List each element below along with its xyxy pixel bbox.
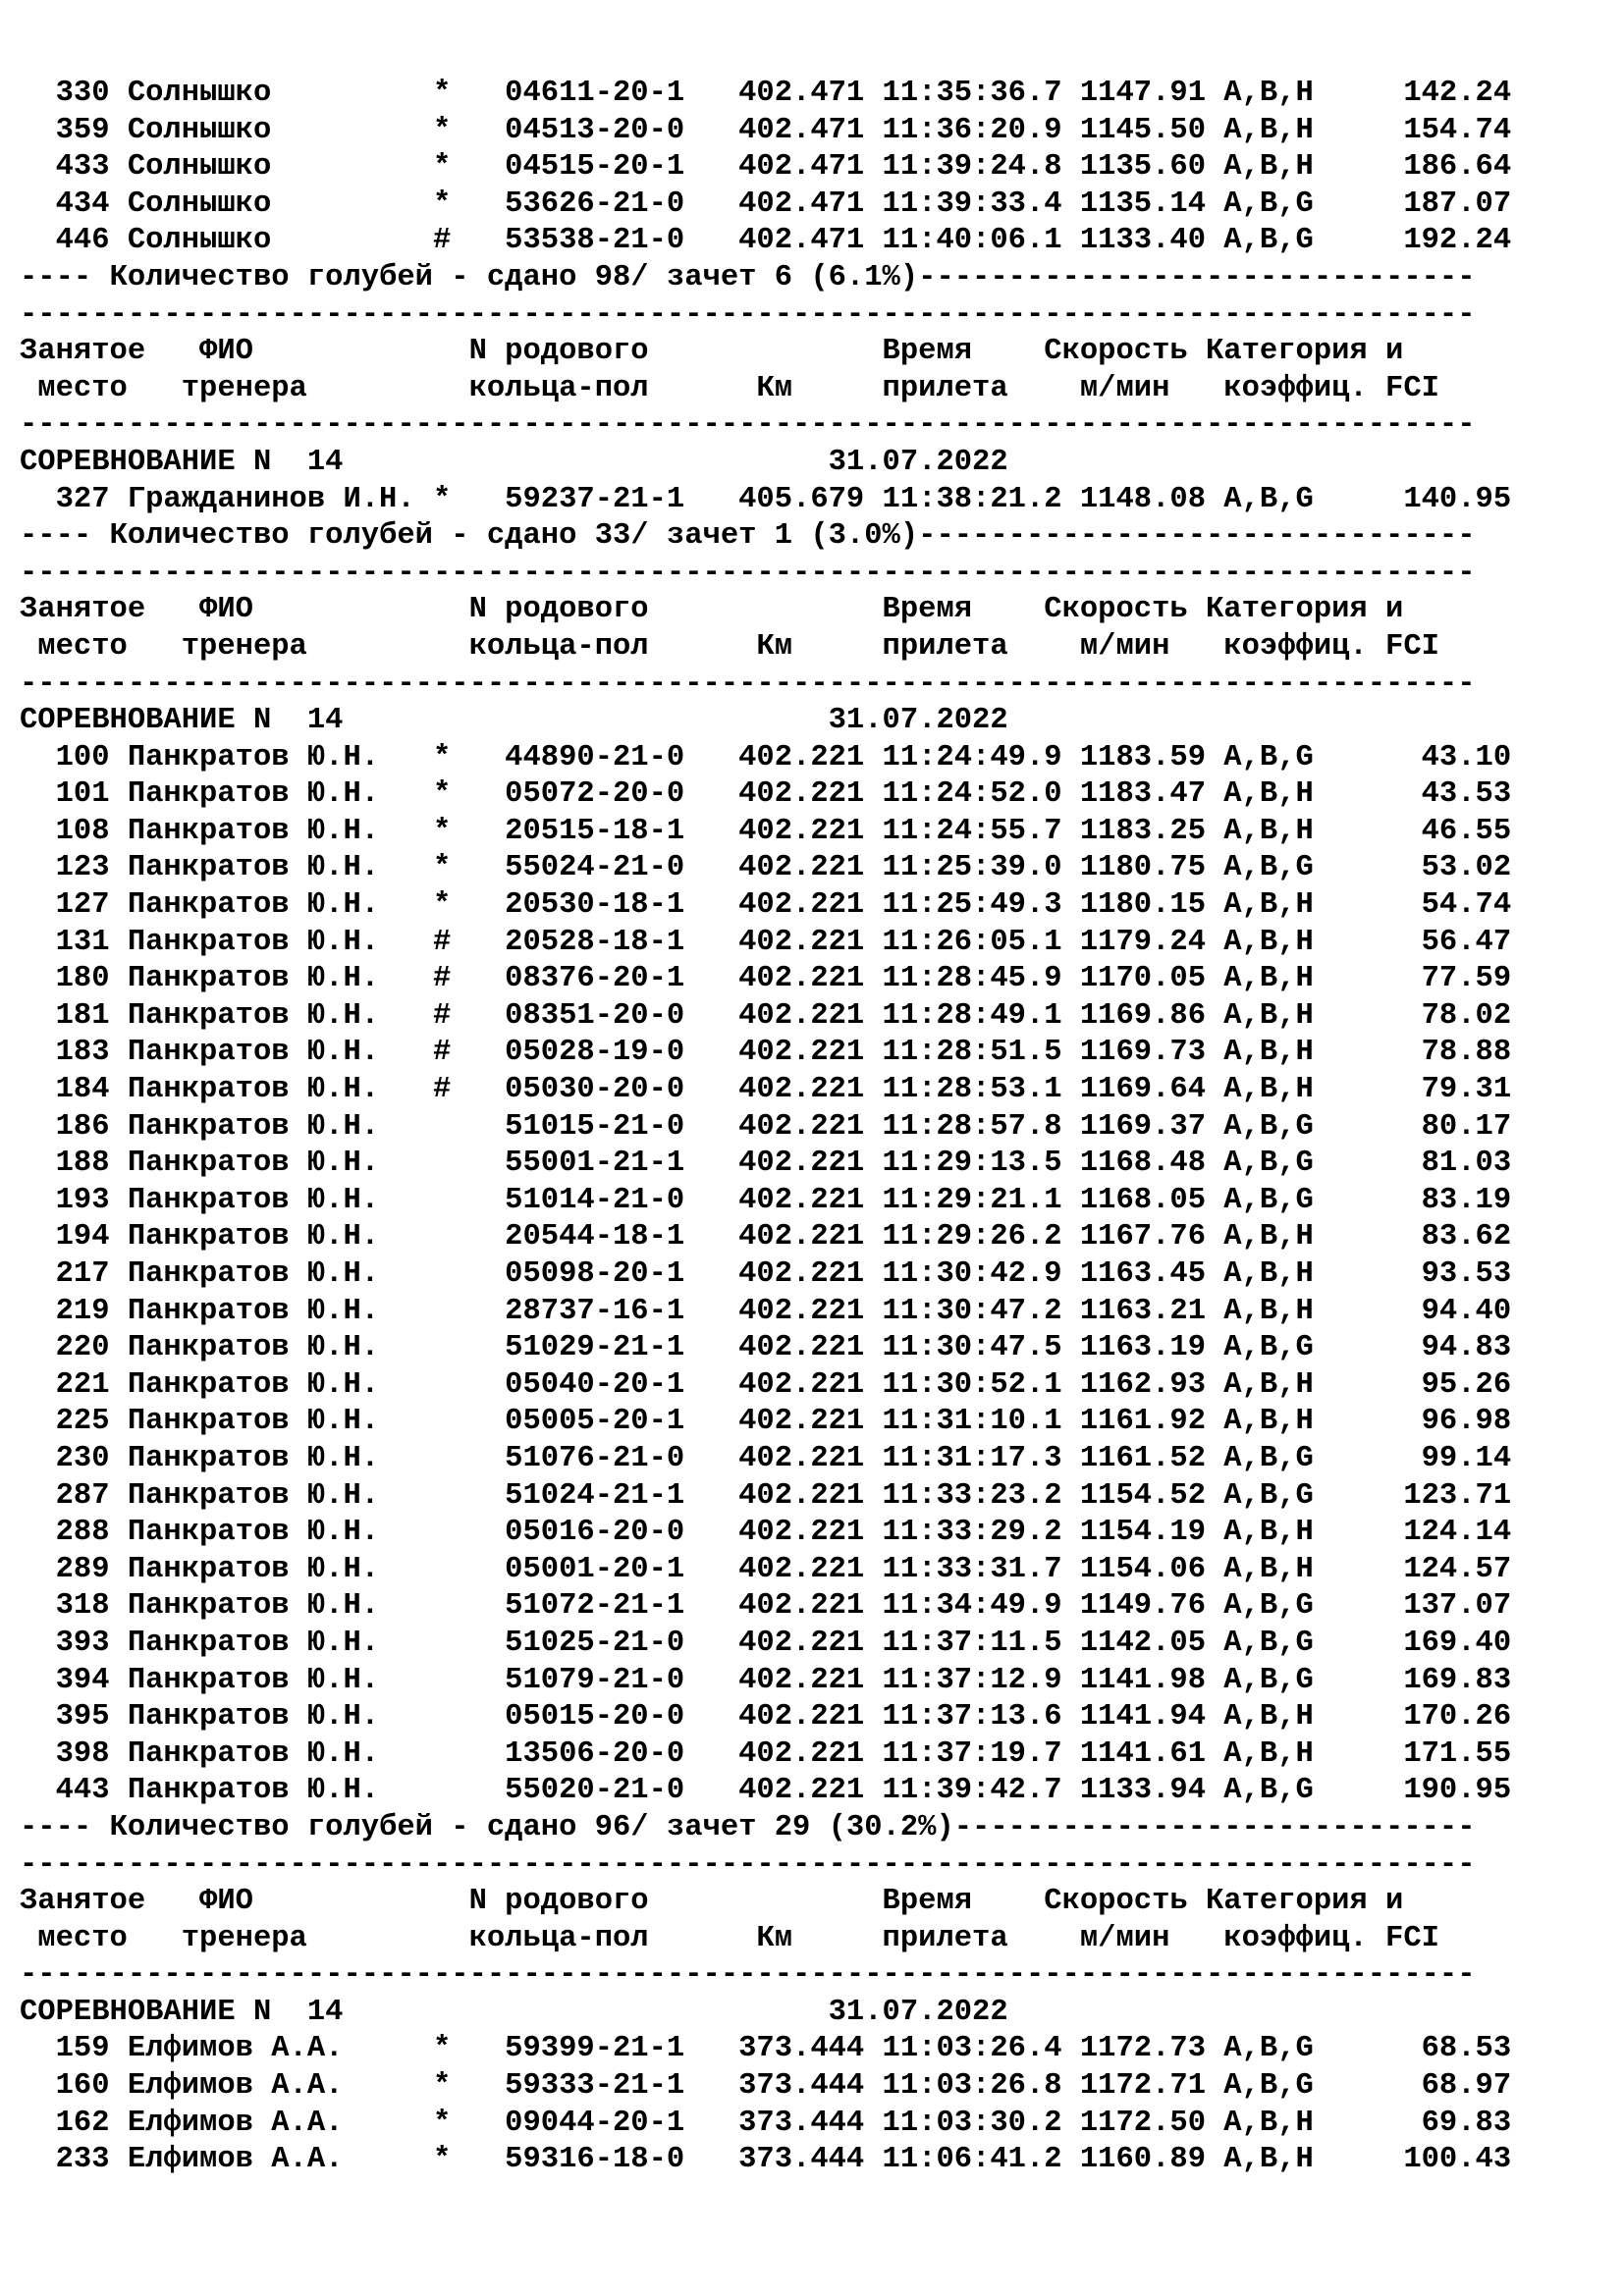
- result-row: 225 Панкратов Ю.Н. 05005-20-1 402.221 11:31:10.1 1161.92 A,B,H 96.98: [20, 1405, 1512, 1439]
- result-row: 186 Панкратов Ю.Н. 51015-21-0 402.221 11:28:57.8 1169.37 A,B,G 80.17: [20, 1109, 1512, 1144]
- result-row: 100 Панкратов Ю.Н. * 44890-21-0 402.221 11:24:49.9 1183.59 A,B,G 43.10: [20, 740, 1512, 774]
- result-row: 162 Елфимов А.А. * 09044-20-1 373.444 11:03:30.2 1172.50 A,B,H 69.83: [20, 2106, 1512, 2140]
- result-row: 287 Панкратов Ю.Н. 51024-21-1 402.221 11:33:23.2 1154.52 A,B,G 123.71: [20, 1478, 1512, 1513]
- race-results-printout: [20, 76, 1511, 2179]
- result-row: 188 Панкратов Ю.Н. 55001-21-1 402.221 11:29:13.5 1168.48 A,B,G 81.03: [20, 1147, 1512, 1181]
- result-row: 181 Панкратов Ю.Н. # 08351-20-0 402.221 11:28:49.1 1169.86 A,B,H 78.02: [20, 998, 1512, 1033]
- result-row: 184 Панкратов Ю.Н. # 05030-20-0 402.221 11:28:53.1 1169.64 A,B,H 79.31: [20, 1073, 1512, 1107]
- result-row: 108 Панкратов Ю.Н. * 20515-18-1 402.221 11:24:55.7 1183.25 A,B,H 46.55: [20, 814, 1512, 848]
- competition-header: СОРЕВНОВАНИЕ N 14 31.07.2022: [20, 1995, 1008, 2029]
- result-row: 288 Панкратов Ю.Н. 05016-20-0 402.221 11:33:29.2 1154.19 A,B,H 124.14: [20, 1516, 1512, 1550]
- result-row: 101 Панкратов Ю.Н. * 05072-20-0 402.221 11:24:52.0 1183.47 A,B,H 43.53: [20, 777, 1512, 812]
- result-row: 443 Панкратов Ю.Н. 55020-21-0 402.221 11:39:42.7 1133.94 A,B,G 190.95: [20, 1774, 1512, 1808]
- separator-line: ---------------------------------------------------------------------------------: [20, 1847, 1476, 1882]
- result-row: 433 Солнышко * 04515-20-1 402.471 11:39:24.8 1135.60 A,B,H 186.64: [20, 150, 1512, 185]
- result-row: 434 Солнышко * 53626-21-0 402.471 11:39:33.4 1135.14 A,B,G 187.07: [20, 187, 1512, 221]
- result-row: 219 Панкратов Ю.Н. 28737-16-1 402.221 11:30:47.2 1163.21 A,B,H 94.40: [20, 1294, 1512, 1328]
- result-row: 393 Панкратов Ю.Н. 51025-21-0 402.221 11:37:11.5 1142.05 A,B,G 169.40: [20, 1626, 1512, 1660]
- result-row: 123 Панкратов Ю.Н. * 55024-21-0 402.221 11:25:39.0 1180.75 A,B,G 53.02: [20, 851, 1512, 885]
- result-row: 289 Панкратов Ю.Н. 05001-20-1 402.221 11:33:31.7 1154.06 A,B,H 124.57: [20, 1552, 1512, 1586]
- result-row: 221 Панкратов Ю.Н. 05040-20-1 402.221 11:30:52.1 1162.93 A,B,H 95.26: [20, 1367, 1512, 1402]
- summary-line: ---- Количество голубей - сдано 33/ зачет 1 (3.0%)-------------------------------: [20, 519, 1476, 554]
- separator-line: ---------------------------------------------------------------------------------: [20, 297, 1476, 332]
- column-header: место тренера кольца-пол Км прилета м/мин коэффиц. FCI: [20, 629, 1439, 664]
- result-row: 193 Панкратов Ю.Н. 51014-21-0 402.221 11:29:21.1 1168.05 A,B,G 83.19: [20, 1183, 1512, 1217]
- result-row: 217 Панкратов Ю.Н. 05098-20-1 402.221 11:30:42.9 1163.45 A,B,H 93.53: [20, 1257, 1512, 1291]
- result-row: 127 Панкратов Ю.Н. * 20530-18-1 402.221 11:25:49.3 1180.15 A,B,H 54.74: [20, 888, 1512, 923]
- column-header: место тренера кольца-пол Км прилета м/мин коэффиц. FCI: [20, 1921, 1439, 1955]
- column-header: место тренера кольца-пол Км прилета м/мин коэффиц. FCI: [20, 371, 1439, 405]
- separator-line: ---------------------------------------------------------------------------------: [20, 556, 1476, 590]
- result-row: 233 Елфимов А.А. * 59316-18-0 373.444 11:06:41.2 1160.89 A,B,H 100.43: [20, 2143, 1512, 2177]
- result-row: 194 Панкратов Ю.Н. 20544-18-1 402.221 11:29:26.2 1167.76 A,B,H 83.62: [20, 1220, 1512, 1255]
- result-row: 220 Панкратов Ю.Н. 51029-21-1 402.221 11:30:47.5 1163.19 A,B,G 94.83: [20, 1331, 1512, 1365]
- result-row: 159 Елфимов А.А. * 59399-21-1 373.444 11:03:26.4 1172.73 A,B,G 68.53: [20, 2032, 1512, 2066]
- result-row: 318 Панкратов Ю.Н. 51072-21-1 402.221 11:34:49.9 1149.76 A,B,G 137.07: [20, 1589, 1512, 1624]
- column-header: Занятое ФИО N родового Время Скорость Категория и: [20, 593, 1404, 627]
- summary-line: ---- Количество голубей - сдано 96/ зачет 29 (30.2%)-----------------------------: [20, 1810, 1476, 1844]
- competition-header: СОРЕВНОВАНИЕ N 14 31.07.2022: [20, 445, 1008, 479]
- competition-header: СОРЕВНОВАНИЕ N 14 31.07.2022: [20, 704, 1008, 738]
- result-row: 180 Панкратов Ю.Н. # 08376-20-1 402.221 11:28:45.9 1170.05 A,B,H 77.59: [20, 962, 1512, 996]
- column-header: Занятое ФИО N родового Время Скорость Категория и: [20, 1885, 1404, 1919]
- result-row: 359 Солнышко * 04513-20-0 402.471 11:36:20.9 1145.50 A,B,H 154.74: [20, 113, 1512, 147]
- result-row: 398 Панкратов Ю.Н. 13506-20-0 402.221 11:37:19.7 1141.61 A,B,H 171.55: [20, 1736, 1512, 1771]
- result-row: 394 Панкратов Ю.Н. 51079-21-0 402.221 11:37:12.9 1141.98 A,B,G 169.83: [20, 1663, 1512, 1697]
- separator-line: ---------------------------------------------------------------------------------: [20, 667, 1476, 701]
- result-row: 395 Панкратов Ю.Н. 05015-20-0 402.221 11:37:13.6 1141.94 A,B,H 170.26: [20, 1700, 1512, 1735]
- summary-line: ---- Количество голубей - сдано 98/ зачет 6 (6.1%)-------------------------------: [20, 260, 1476, 294]
- result-row: 131 Панкратов Ю.Н. # 20528-18-1 402.221 11:26:05.1 1179.24 A,B,H 56.47: [20, 925, 1512, 959]
- result-row: 160 Елфимов А.А. * 59333-21-1 373.444 11:03:26.8 1172.71 A,B,G 68.97: [20, 2069, 1512, 2104]
- result-row: 183 Панкратов Ю.Н. # 05028-19-0 402.221 11:28:51.5 1169.73 A,B,H 78.88: [20, 1036, 1512, 1070]
- column-header: Занятое ФИО N родового Время Скорость Категория и: [20, 335, 1404, 369]
- separator-line: ---------------------------------------------------------------------------------: [20, 408, 1476, 443]
- result-row: 327 Гражданинов И.Н. * 59237-21-1 405.679 11:38:21.2 1148.08 A,B,G 140.95: [20, 482, 1512, 516]
- separator-line: ---------------------------------------------------------------------------------: [20, 1958, 1476, 1993]
- result-row: 330 Солнышко * 04611-20-1 402.471 11:35:36.7 1147.91 A,B,H 142.24: [20, 77, 1512, 110]
- result-row: 230 Панкратов Ю.Н. 51076-21-0 402.221 11:31:17.3 1161.52 A,B,G 99.14: [20, 1441, 1512, 1475]
- result-row: 446 Солнышко # 53538-21-0 402.471 11:40:06.1 1133.40 A,B,G 192.24: [20, 224, 1512, 258]
